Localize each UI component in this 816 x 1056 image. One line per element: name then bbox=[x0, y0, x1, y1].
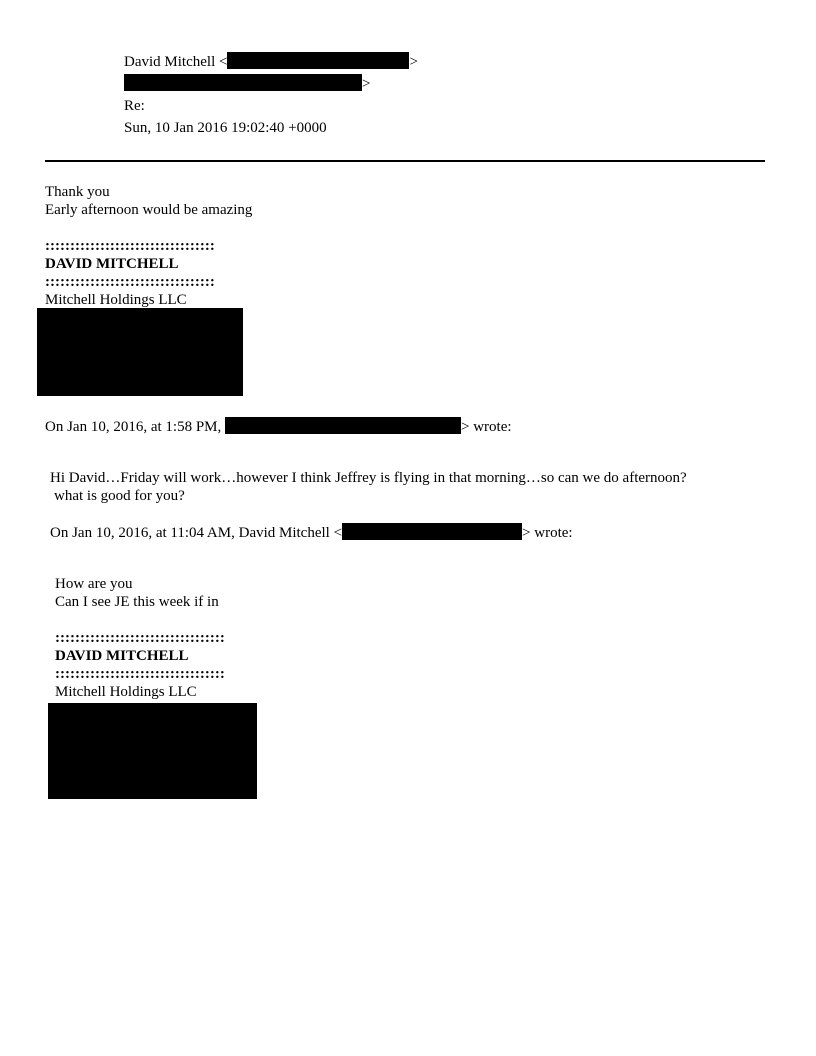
quote1-line-2: what is good for you? bbox=[54, 488, 185, 504]
to-value bbox=[124, 74, 370, 94]
quote2-intro bbox=[50, 523, 573, 542]
signature-name: DAVID MITCHELL bbox=[45, 256, 179, 272]
quote1-intro-prefix: On Jan 10, 2016, at 1:58 PM, bbox=[45, 419, 222, 435]
to-close: > bbox=[362, 76, 371, 92]
quote2-line-1: How are you bbox=[55, 576, 133, 592]
quote2-intro-suffix: > wrote: bbox=[522, 525, 573, 541]
redacted-signature2-block bbox=[48, 703, 257, 799]
header-divider bbox=[45, 160, 765, 162]
from-close: > bbox=[409, 54, 418, 70]
signature-separator-bottom: :::::::::::::::::::::::::::::::::: bbox=[45, 274, 215, 290]
signature-separator-top: :::::::::::::::::::::::::::::::::: bbox=[45, 238, 215, 254]
redacted-mitchell-email bbox=[342, 523, 522, 540]
quote2-line-2: Can I see JE this week if in bbox=[55, 594, 219, 610]
quote1-intro bbox=[45, 417, 512, 436]
signature2-separator-bottom: :::::::::::::::::::::::::::::::::: bbox=[55, 666, 225, 682]
redacted-from-email bbox=[227, 52, 409, 69]
signature-company: Mitchell Holdings LLC bbox=[45, 292, 187, 308]
quote1-line-1: Hi David…Friday will work…however I think Jeffrey is flying in that morning…so can we do afternoon? bbox=[50, 470, 687, 486]
date-value: Sun, 10 Jan 2016 19:02:40 +0000 bbox=[124, 120, 327, 136]
signature2-name: DAVID MITCHELL bbox=[55, 648, 189, 664]
quote2-intro-prefix: On Jan 10, 2016, at 11:04 AM, David Mitchell < bbox=[50, 525, 343, 541]
quote1-intro-suffix: > wrote: bbox=[461, 419, 512, 435]
redacted-sender-email bbox=[225, 417, 461, 434]
subject-value: Re: bbox=[124, 98, 145, 114]
redacted-signature-block bbox=[37, 308, 243, 396]
redacted-to-email bbox=[124, 74, 362, 91]
signature2-separator-top: :::::::::::::::::::::::::::::::::: bbox=[55, 630, 225, 646]
from-name: David Mitchell < bbox=[124, 54, 228, 70]
signature2-company: Mitchell Holdings LLC bbox=[55, 684, 197, 700]
reply-line-2: Early afternoon would be amazing bbox=[45, 202, 253, 218]
reply-line-1: Thank you bbox=[45, 184, 110, 200]
from-value bbox=[124, 52, 418, 72]
